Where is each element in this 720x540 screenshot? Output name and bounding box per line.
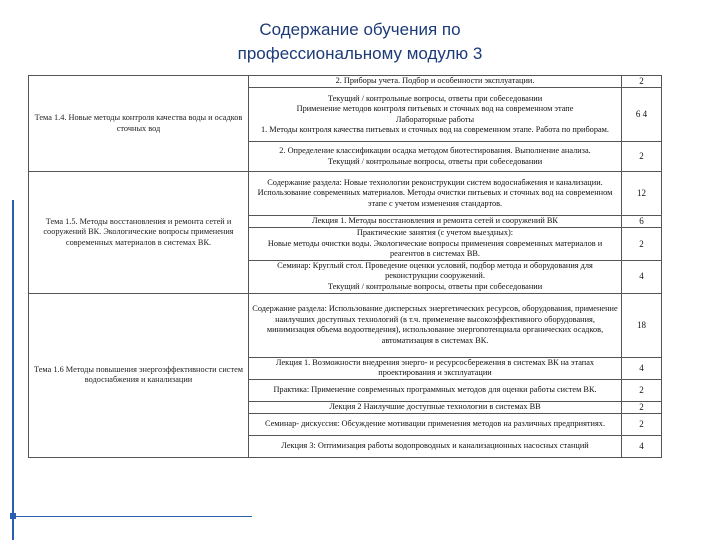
content-cell	[249, 228, 622, 261]
left-accent-line	[12, 200, 14, 540]
slide-title	[150, 18, 570, 66]
content-line: Семинар- дискуссия: Обсуждение мотивации применения методов на различных предприятиях.	[264, 418, 606, 428]
table-row	[29, 293, 662, 357]
content-line: Текущий / контрольные вопросы, ответы при собеседовании	[327, 93, 543, 103]
title-line-1: Содержание обучения по	[259, 20, 461, 39]
content-line: Практика: Применение современных программных методов для оценки работы систем ВК.	[273, 384, 597, 394]
content-line: 1. Методы контроля качества питьевых и сточных вод на современном этапе. Работа по приборам.	[261, 125, 609, 134]
content-line: Текущий / контрольные вопросы, ответы при собеседовании	[327, 281, 543, 291]
content-cell	[249, 379, 622, 401]
topic-cell: Тема 1.4. Новые методы контроля качества воды и осадков сточных вод	[29, 76, 249, 172]
hours-cell: 4	[622, 260, 662, 293]
hours-cell: 2	[622, 413, 662, 435]
content-line: Лекция 3: Оптимизация работы водопроводных и канализационных насосных станций	[281, 440, 589, 450]
content-cell	[249, 357, 622, 379]
hours-cell: 2	[622, 228, 662, 261]
content-line: Содержание раздела: Новые технологии реконструкции систем водоснабжения и канализации. Использование современных материалов. Методы очистки питьевых и сточных вод на современном этапе с учетом изменения стандартов.	[257, 177, 613, 208]
content-cell	[249, 216, 622, 228]
content-line: 2. Определение классификации осадка методом биотестирования. Выполнение анализа.	[279, 146, 591, 155]
content-cell	[249, 172, 622, 216]
topic-cell: Тема 1.5. Методы восстановления и ремонта сетей и сооружений ВК. Экологические вопросы применения современных материалов в системах ВК.	[29, 172, 249, 294]
content-cell	[249, 260, 622, 293]
content-cell	[249, 293, 622, 357]
content-cell	[249, 142, 622, 172]
content-line: Семинар: Круглый стол. Проведение оценки условий, подбор метода и оборудования для реконструкции сооружений.	[277, 260, 593, 281]
content-cell	[249, 88, 622, 142]
content-line: Новые методы очистки воды. Экологические вопросы применения современных материалов и реагентов в системах ВВ.	[267, 238, 603, 258]
hours-cell: 4	[622, 357, 662, 379]
hours-cell: 6	[622, 216, 662, 228]
content-line: Лекция 1. Методы восстановления и ремонта сетей и сооружений ВК	[312, 216, 558, 226]
content-line: Лабораторные работы	[395, 114, 475, 124]
content-line: Содержание раздела: Использование дисперсных энергетических ресурсов, оборудования, применение наилучших доступных технологий (в т.ч. применение высокоэффективного оборудования, минимизация объема водоотведения), использование энергопотенциала органических осадков, автоматизация в системах ВК.	[252, 304, 618, 345]
topic-cell: Тема 1.6 Методы повышения энергоэффективности систем водоснабжения и канализации	[29, 293, 249, 457]
content-line: Применение методов контроля питьевых и сточных вод на современном этапе	[296, 104, 574, 113]
curriculum-table	[28, 75, 662, 458]
content-line: Лекция 2 Наилучшие доступные технологии в системах ВВ	[329, 401, 541, 411]
table-row	[29, 76, 662, 88]
content-line: Практические занятия (с учетом выездных):	[356, 228, 514, 237]
hours-cell: 2	[622, 401, 662, 413]
title-line-2: профессиональному модулю 3	[237, 44, 483, 63]
bottom-accent-line	[12, 516, 252, 517]
content-cell	[249, 76, 622, 88]
content-line: Лекция 1. Возможности внедрения энерго- и ресурсосбережения в системах ВК на этапах проектирования и эксплуатации	[275, 357, 595, 377]
table-row	[29, 172, 662, 216]
content-cell	[249, 401, 622, 413]
hours-cell: 6 4	[622, 88, 662, 142]
content-line: 2. Приборы учета. Подбор и особенности эксплуатации.	[335, 76, 535, 86]
content-line: Текущий / контрольные вопросы, ответы при собеседовании	[327, 156, 543, 166]
content-cell	[249, 435, 622, 457]
hours-cell: 4	[622, 435, 662, 457]
hours-cell: 2	[622, 142, 662, 172]
hours-cell: 18	[622, 293, 662, 357]
hours-cell: 2	[622, 76, 662, 88]
hours-cell: 2	[622, 379, 662, 401]
hours-cell: 12	[622, 172, 662, 216]
content-cell	[249, 413, 622, 435]
